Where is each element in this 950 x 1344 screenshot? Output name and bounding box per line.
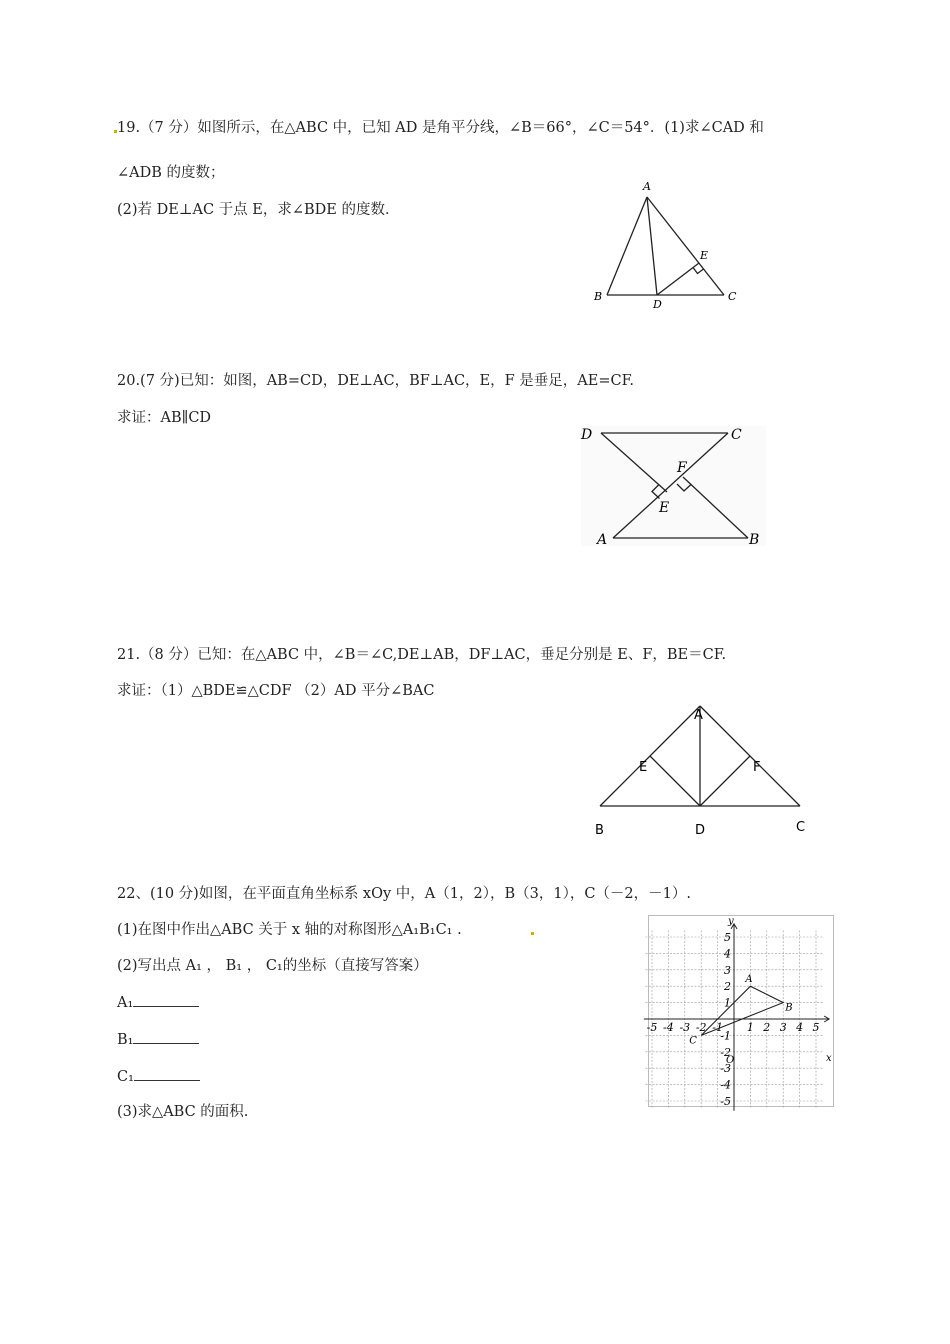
q22-a1-answer — [117, 993, 199, 1013]
q21-label-a: A — [694, 708, 703, 723]
q19-figure — [585, 175, 745, 315]
x-tick-label: -2 — [695, 1021, 707, 1034]
q20-line1: 20.(7 分)已知：如图，AB=CD，DE⊥AC，BF⊥AC，E，F 是垂足，AE=CF. — [117, 373, 635, 389]
q19-label-d: D — [653, 298, 662, 311]
q19-line1: 19.（7 分）如图所示，在△ABC 中，已知 AD 是角平分线，∠B＝66°，∠C＝54°．(1)求∠CAD 和 — [117, 120, 764, 136]
origin-label: O — [726, 1055, 735, 1066]
q21-line1: 21.（8 分）已知：在△ABC 中，∠B＝∠C,DE⊥AB，DF⊥AC，垂足分别是 E、F，BE＝CF. — [117, 647, 727, 663]
x-tick-label: -3 — [679, 1021, 691, 1034]
x-tick-label: 5 — [812, 1021, 820, 1034]
point-label-a: A — [745, 974, 753, 986]
q20-figure — [573, 420, 773, 552]
y-tick-label: -1 — [720, 1029, 731, 1043]
y-tick-label: -3 — [720, 1062, 731, 1076]
q22-a1-blank[interactable] — [133, 993, 199, 1007]
stray-mark — [531, 932, 534, 935]
x-tick-label: 2 — [763, 1021, 771, 1034]
q22-b1-label: B₁ — [117, 1032, 134, 1048]
q20-line2: 求证：AB∥CD — [117, 410, 212, 426]
q22-coordinate-grid — [648, 915, 834, 1107]
q20-label-b: B — [749, 532, 760, 548]
q21-label-e: E — [639, 760, 648, 775]
y-axis-label: y — [728, 916, 734, 927]
q19-label-c: C — [728, 290, 737, 303]
q22-c1-blank[interactable] — [134, 1067, 200, 1081]
point-label-c: C — [689, 1035, 697, 1047]
q22-line1: 22、(10 分)如图，在平面直角坐标系 xOy 中，A（1，2），B（3，1），C（－2，－1）. — [117, 886, 691, 902]
q21-figure — [588, 700, 818, 840]
q19-label-b: B — [594, 290, 603, 303]
point-label-b: B — [785, 1002, 793, 1014]
q22-line3: (2)写出点 A₁ ， B₁ ， C₁的坐标（直接写答案） — [117, 958, 428, 974]
x-axis-label: x — [826, 1053, 832, 1064]
q21-label-c: C — [796, 820, 806, 835]
q20-label-c: C — [731, 427, 742, 443]
q22-line4: (3)求△ABC 的面积. — [117, 1104, 249, 1120]
y-tick-label: -5 — [720, 1095, 731, 1108]
y-tick-label: 1 — [724, 996, 731, 1010]
x-tick-label: 4 — [796, 1021, 804, 1034]
x-tick-label: 3 — [779, 1021, 787, 1034]
q21-line2: 求证：（1）△BDE≌△CDF （2）AD 平分∠BAC — [117, 683, 435, 699]
q19-label-a: A — [643, 180, 651, 193]
x-tick-label: 1 — [746, 1021, 754, 1034]
q20-label-a: A — [597, 532, 608, 548]
q22-a1-label: A₁ — [117, 995, 134, 1011]
x-tick-label: -4 — [663, 1021, 674, 1034]
q19-line3: (2)若 DE⊥AC 于点 E，求∠BDE 的度数． — [117, 202, 400, 218]
y-tick-label: -2 — [720, 1045, 731, 1059]
y-tick-label: 5 — [724, 931, 731, 944]
q21-label-d: D — [695, 823, 706, 838]
x-tick-label: -1 — [712, 1021, 723, 1034]
q22-c1-answer — [117, 1067, 200, 1087]
q22-line2: (1)在图中作出△ABC 关于 x 轴的对称图形△A₁B₁C₁ . — [117, 922, 462, 938]
q19-label-e: E — [700, 249, 709, 262]
y-tick-label: 3 — [724, 963, 731, 977]
q22-c1-label: C₁ — [117, 1069, 134, 1085]
q20-label-e: E — [659, 500, 670, 516]
x-tick-label: -5 — [646, 1021, 658, 1034]
q22-b1-blank[interactable] — [133, 1030, 199, 1044]
y-tick-label: 4 — [724, 947, 731, 961]
q21-label-f: F — [753, 760, 761, 775]
y-tick-label: 2 — [724, 980, 731, 994]
q19-line2: ∠ADB 的度数； — [117, 165, 225, 181]
q20-label-d: D — [581, 427, 593, 443]
q21-label-b: B — [595, 823, 604, 838]
q22-b1-answer — [117, 1030, 199, 1050]
q20-label-f: F — [677, 460, 687, 476]
y-tick-label: -4 — [720, 1078, 731, 1092]
